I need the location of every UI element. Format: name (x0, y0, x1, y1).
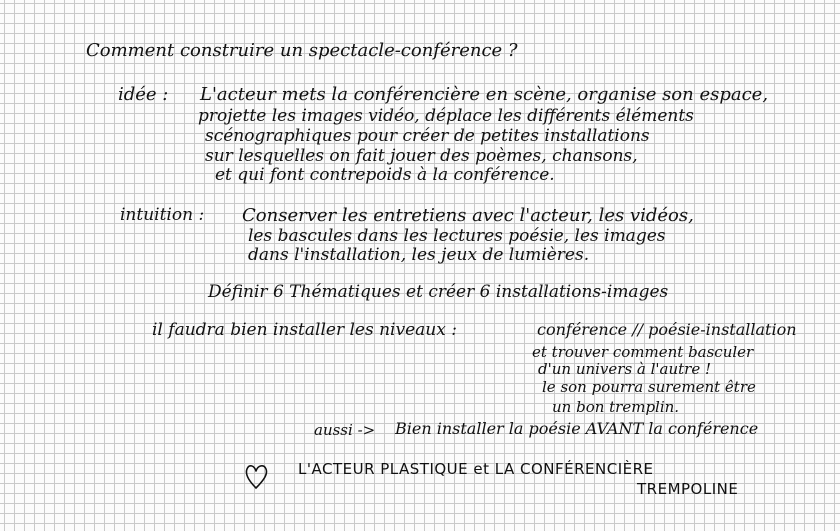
idee-line: et qui font contrepoids à la conférence. (215, 165, 555, 185)
niveaux-line: d'un univers à l'autre ! (538, 360, 712, 378)
intuition-line: Conserver les entretiens avec l'acteur, les vidéos, (242, 205, 694, 226)
idee-line: L'acteur mets la conférencière en scène, organise son espace, (200, 84, 769, 105)
heart-icon (244, 462, 268, 490)
aussi-prefix: aussi -> (314, 421, 376, 439)
intuition-line: les bascules dans les lectures poésie, les images (248, 226, 666, 246)
niveaux-line: et trouver comment basculer (532, 343, 754, 361)
note-title: Comment construire un spectacle-conférence ? (86, 40, 518, 61)
niveaux-line: un bon tremplin. (552, 398, 680, 416)
idee-label: idée : (118, 84, 169, 105)
intuition-line: dans l'installation, les jeux de lumières. (248, 245, 590, 265)
thematiques-line: Définir 6 Thématiques et créer 6 installations-images (208, 282, 669, 302)
idee-line: scénographiques pour créer de petites installations (205, 126, 650, 146)
closing-line: TREMPOLINE (637, 480, 739, 498)
aussi-text: Bien installer la poésie AVANT la conférence (395, 419, 759, 438)
intuition-label: intuition : (120, 205, 205, 225)
niveaux-lead: il faudra bien installer les niveaux : (152, 320, 457, 340)
idee-line: projette les images vidéo, déplace les différents éléments (198, 106, 694, 126)
idee-line: sur lesquelles on fait jouer des poèmes, chansons, (205, 146, 638, 166)
niveaux-line: conférence // poésie-installation (537, 320, 797, 339)
niveaux-line: le son pourra surement être (542, 378, 756, 396)
closing-line: L'ACTEUR PLASTIQUE et LA CONFÉRENCIÈRE (298, 460, 654, 478)
